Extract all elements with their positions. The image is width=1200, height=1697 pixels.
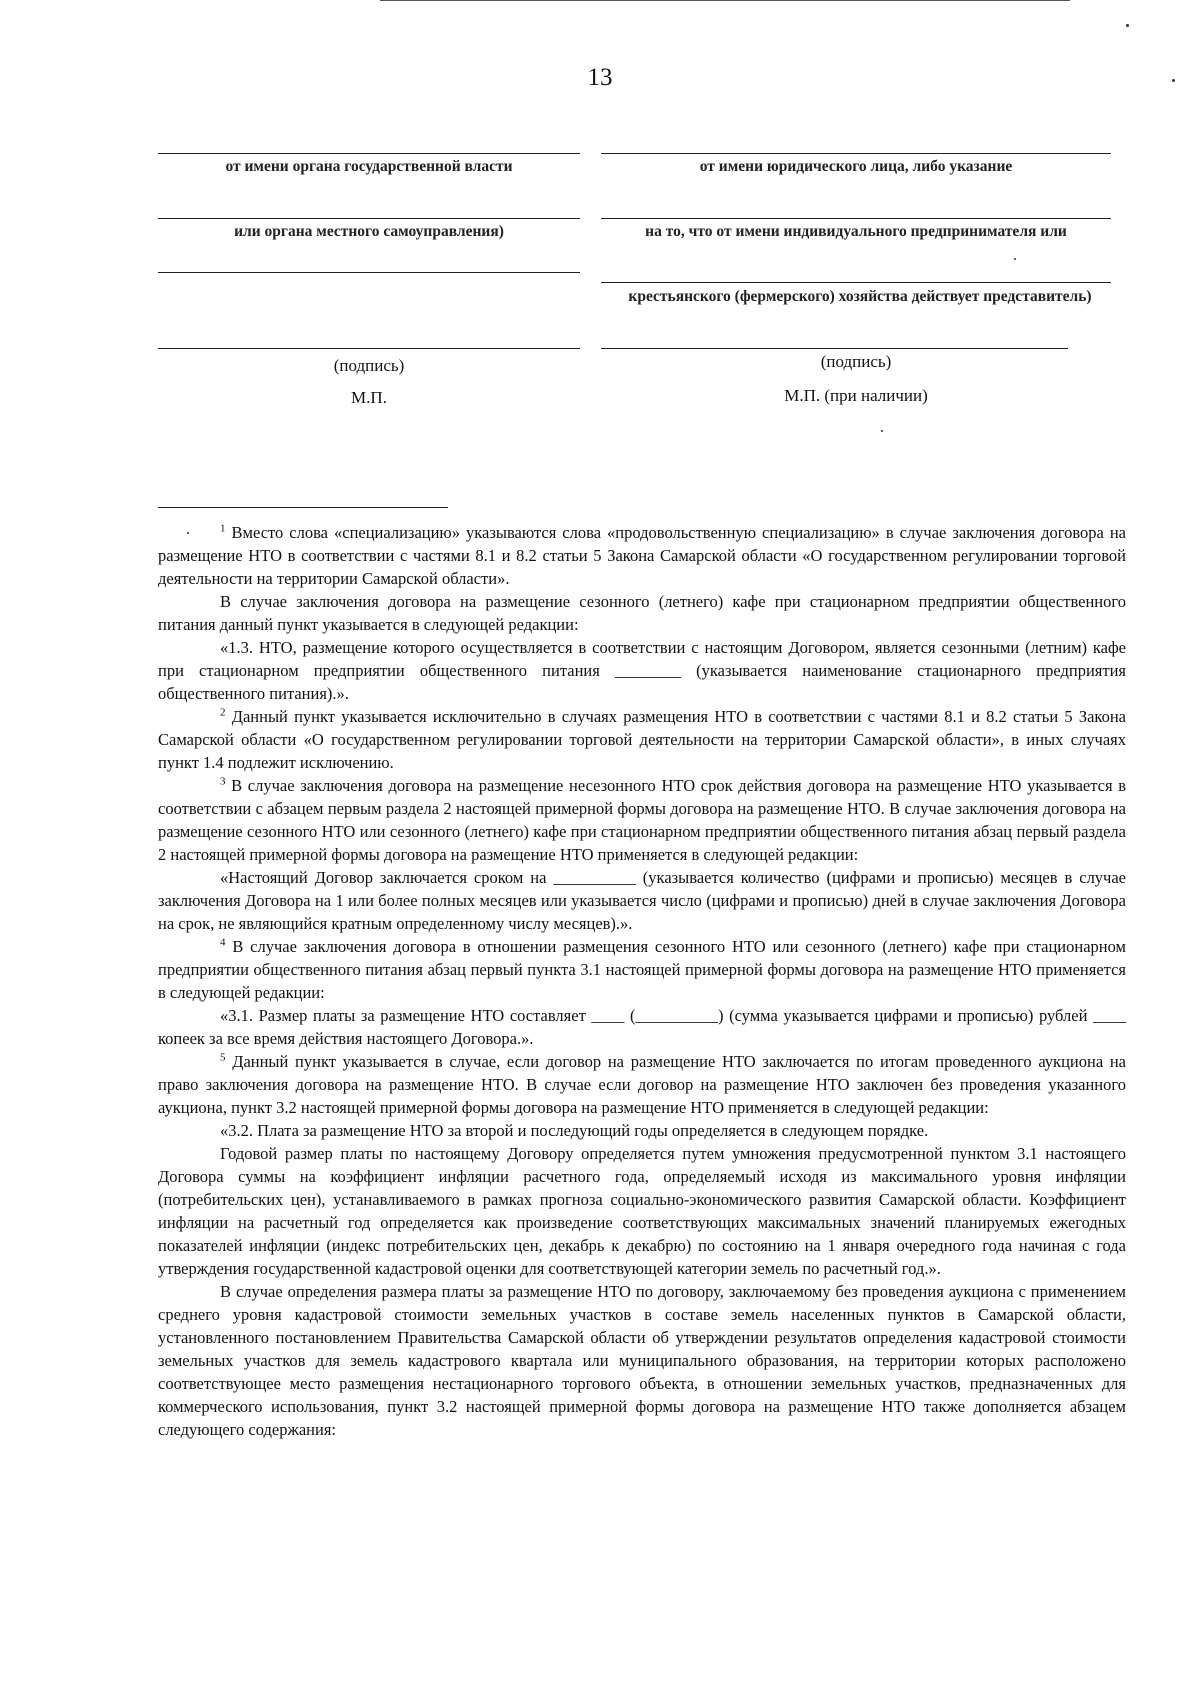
scan-speck [1014, 258, 1016, 260]
page-number: 13 [587, 64, 613, 91]
right-signature-line-1 [601, 153, 1111, 154]
footnote-paragraph: «3.2. Плата за размещение НТО за второй и последующий годы определяется в следующем порядке. [220, 1121, 929, 1140]
footnote-paragraph: В случае заключения договора на размещение сезонного (летнего) кафе при стационарном предприятии общественного питания данный пункт указывается в следующей редакции: [158, 592, 1126, 634]
footnote-mark: 4 [220, 936, 226, 949]
right-seal-label: М.П. (при наличии) [784, 386, 928, 405]
right-caption-2: на то, что от имени индивидуального предпринимателя или [645, 223, 1067, 240]
left-signature-line-2 [158, 218, 580, 219]
footnote-paragraph: «Настоящий Договор заключается сроком на __________ (указывается количество (цифрами и прописью) месяцев в случае заключения Договора на 1 или более полных месяцев или указывается число (цифрами и прописью) дней в случае заключения Договора на срок, не являющийся кратным определенному числу месяцев).». [158, 868, 1126, 933]
scan-speck [187, 532, 189, 534]
right-caption-1: от имени юридического лица, либо указание [699, 158, 1013, 175]
footnote-paragraph: $^4$ В случае заключения договора в отношении размещения сезонного НТО или сезонного (летнего) кафе при стационарном предприятии общественного питания абзац первый пункта 3.1 настоящей примерной формы договора на размещение НТО применяется в следующей редакции: [158, 936, 1126, 1002]
left-signature-line-4 [158, 348, 580, 349]
footnote-paragraph: «3.1. Размер платы за размещение НТО составляет ____ (__________) (сумма указывается цифрами и прописью) рублей ____ копеек за все время действия настоящего Договора.». [158, 1006, 1126, 1048]
footnotes-body [158, 521, 1126, 1441]
footnote-mark: 5 [220, 1051, 226, 1064]
right-signature-line-2 [601, 218, 1111, 219]
footnote-paragraph: В случае определения размера платы за размещение НТО по договору, заключаемому без проведения аукциона с применением среднего уровня кадастровой стоимости земельных участков в составе земель населенных пунктов в Самарской области, установленного постановлением Правительства Самарской области об утверждении результатов определения кадастровой стоимости земельных участков для земель кадастрового квартала или муниципального образования, на территории которых расположено соответствующее место размещения нестационарного торгового объекта, в отношении земельных участков, предназначенных для коммерческого использования, пункт 3.2 настоящей примерной формы договора на размещение НТО также дополняется абзацем следующего содержания: [158, 1282, 1126, 1439]
footnote-paragraph: $^5$ Данный пункт указывается в случае, если договор на размещение НТО заключается по итогам проведенного аукциона на право заключения договора на размещение НТО. В случае если договор на размещение НТО заключен без проведения указанного аукциона, пункт 3.2 настоящей примерной формы договора на размещение НТО применяется в следующей редакции: [158, 1051, 1126, 1117]
left-signature-line-3 [158, 272, 580, 273]
top-edge-rule [380, 0, 1070, 1]
scan-speck [1172, 79, 1175, 82]
right-caption-3: крестьянского (фермерского) хозяйства действует представитель) [628, 288, 1092, 305]
right-signature-line-3 [601, 282, 1111, 283]
footnote-mark: 3 [220, 775, 226, 788]
footnote-paragraph: $^1$ Вместо слова «специализацию» указываются слова «продовольственную специализацию» в случае заключения договора на размещение НТО в соответствии с частями 8.1 и 8.2 статьи 5 Закона Самарской области «О государственном регулировании торговой деятельности на территории Самарской области». [158, 522, 1126, 588]
footnote-mark: 2 [220, 706, 226, 719]
right-signature-line-4 [601, 348, 1068, 349]
left-caption-1: от имени органа государственной власти [225, 158, 513, 175]
scan-speck [1126, 24, 1129, 27]
footnote-mark: 1 [220, 522, 226, 535]
left-signature-caption: (подпись) [333, 356, 405, 375]
left-seal-label: М.П. [351, 388, 387, 407]
left-signature-line-1 [158, 153, 580, 154]
left-caption-2: или органа местного самоуправления) [234, 223, 504, 240]
footnote-paragraph: «1.3. НТО, размещение которого осуществляется в соответствии с настоящим Договором, является сезонными (летним) кафе при стационарном предприятии общественного питания ________ (указывается наименование стационарного предприятия общественного питания).». [158, 638, 1126, 703]
right-signature-caption: (подпись) [820, 352, 892, 371]
footnote-paragraph: $^2$ Данный пункт указывается исключительно в случаях размещения НТО в соответствии с частями 8.1 и 8.2 статьи 5 Закона Самарской области «О государственном регулировании торговой деятельности на территории Самарской области», в иных случаях пункт 1.4 подлежит исключению. [158, 706, 1126, 772]
footnote-paragraph: Годовой размер платы по настоящему Договору определяется путем умножения предусмотренной пунктом 3.1 настоящего Договора суммы на коэффициент инфляции расчетного года, определяемый исходя из максимального уровня инфляции (потребительских цен), устанавливаемого в рамках прогноза социально-экономического развития Самарской области. Коэффициент инфляции на расчетный год определяется как произведение соответствующих максимальных значений планируемых ежегодных показателей инфляции (индекс потребительских цен, декабрь к декабрю) по состоянию на 1 января очередного года начиная с года утверждения государственной кадастровой оценки для соответствующей категории земель по расчетный год.». [158, 1144, 1126, 1278]
footnote-separator [158, 507, 448, 508]
footnote-paragraph: $^3$ В случае заключения договора на размещение несезонного НТО срок действия договора на размещение НТО указывается в соответствии с абзацем первым раздела 2 настоящей примерной формы договора на размещение НТО. В случае заключения договора на размещение сезонного НТО или сезонного (летнего) кафе при стационарном предприятии общественного питания абзац первый раздела 2 настоящей примерной формы договора на размещение НТО применяется в следующей редакции: [158, 775, 1126, 864]
scan-speck [881, 430, 883, 432]
